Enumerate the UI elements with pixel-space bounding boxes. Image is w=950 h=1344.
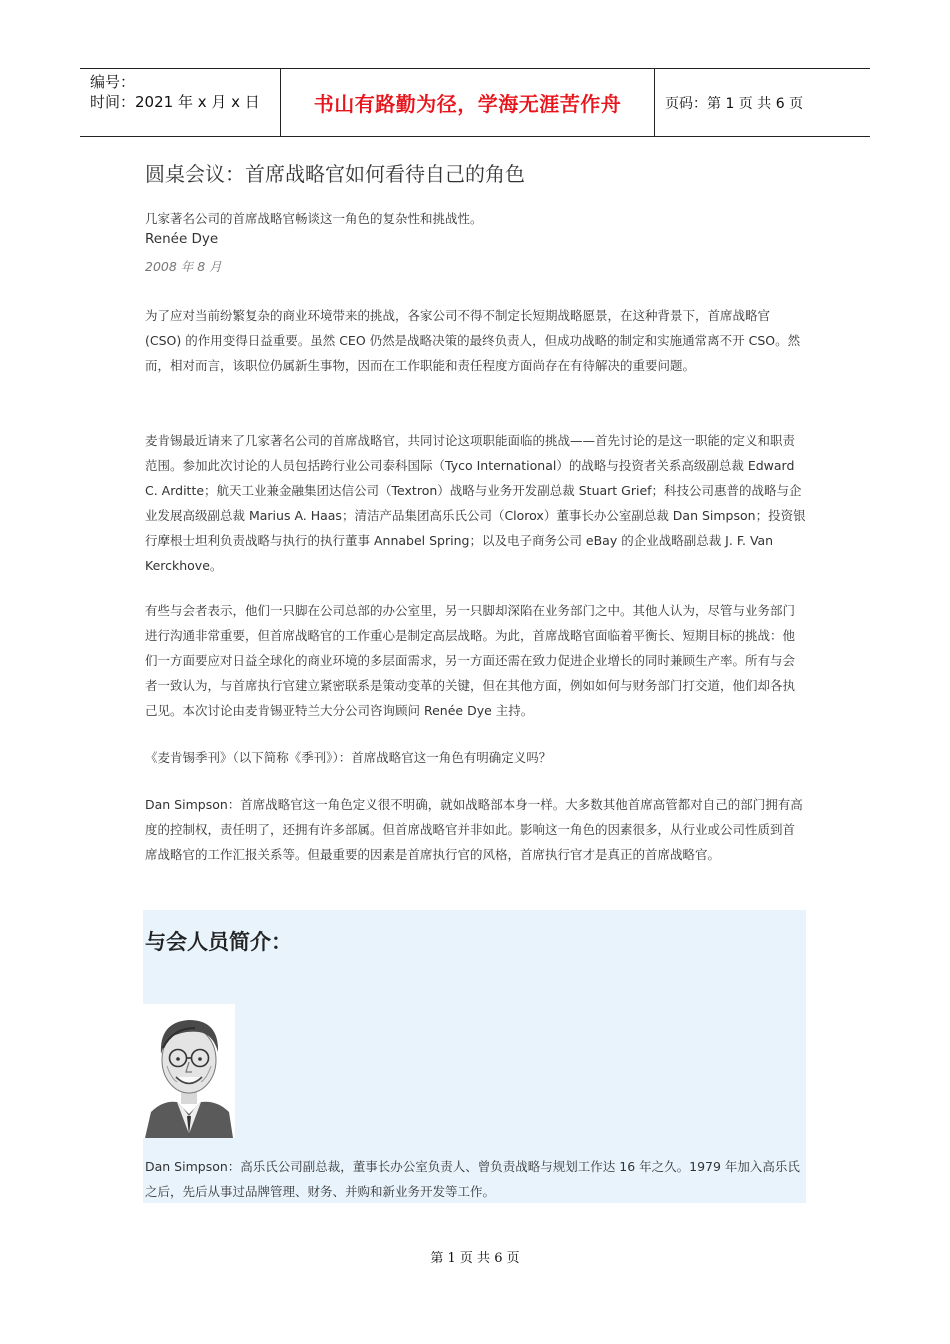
header-page-info: 页码：第 1 页 共 6 页 [665, 95, 804, 112]
paragraph-5: Dan Simpson：首席战略官这一角色定义很不明确，就如战略部本身一样。大多数其他首席高管都对自己的部门拥有高度的控制权，责任明了，还拥有许多部属。但首席战略官并非如此。影响这一角色的因素很多，从行业或公司性质到首席战略官的工作汇报关系等。但最重要的因素是首席执行官的风格，首席执行官才是真正的首席战略官。 [145, 797, 803, 862]
header-motto-cell [281, 69, 655, 136]
header-motto: 书山有路勤为径，学海无涯苦作舟 [313, 92, 622, 116]
header-meta [80, 69, 281, 136]
header-table [80, 68, 870, 137]
paragraph-2: 麦肯锡最近请来了几家著名公司的首席战略官，共同讨论这项职能面临的挑战——首先讨论的是这一职能的定义和职责范围。参加此次讨论的人员包括跨行业公司泰科国际（Tyco International）的战略与投资者关系高级副总裁 Edward C. Arditte；航天工业兼金融集团达信公司（Textron）战略与业务开发副总裁 Stuart Grief；科技公司惠普的战略与企业发展高级副总裁 Marius A. Haas；清洁产品集团高乐氏公司（Clorox）董事长办公室副总裁 Dan Simpson；投资银行摩根士坦利负责战略与执行的执行董事 Annabel Spring；以及电子商务公司 eBay 的企业战略副总裁 J. F. Van Kerckhove。 [145, 433, 806, 573]
page-footer: 第 1 页 共 6 页 [430, 1251, 520, 1266]
article-title: 圆桌会议：首席战略官如何看待自己的角色 [145, 162, 525, 186]
portrait-sketch [143, 1004, 235, 1138]
paragraph-3: 有些与会者表示，他们一只脚在公司总部的办公室里，另一只脚却深陷在业务部门之中。其他人认为，尽管与业务部门进行沟通非常重要，但首席战略官的工作重心是制定高层战略。为此，首席战略官面临着平衡长、短期目标的挑战：他们一方面要应对日益全球化的商业环境的多层面需求，另一方面还需在致力促进企业增长的同时兼顾生产率。所有与会者一致认为，与首席执行官建立紧密联系是策动变革的关键，但在其他方面，例如如何与财务部门打交道，他们却各执己见。本次讨论由麦肯锡亚特兰大分公司咨询顾问 Renée Dye 主持。 [145, 603, 796, 718]
bio-section-title: 与会人员简介： [145, 930, 292, 954]
article-lead: 几家著名公司的首席战略官畅谈这一角色的复杂性和挑战性。 [145, 211, 483, 226]
article-author: Renée Dye [145, 231, 219, 247]
paragraph-1: 为了应对当前纷繁复杂的商业环境带来的挑战，各家公司不得不制定长短期战略愿景，在这种背景下，首席战略官 (CSO) 的作用变得日益重要。虽然 CEO 仍然是战略决策的最终负责人，但成功战略的制定和实施通常离不开 CSO。然而，相对而言，该职位仍属新生事物，因而在工作职能和责任程度方面尚存在有待解决的重要问题。 [145, 308, 801, 373]
time-label: 时间：2021 年 x 月 x 日 [90, 93, 260, 111]
article-date: 2008 年 8 月 [145, 259, 222, 274]
number-label: 编号： [90, 73, 136, 91]
paragraph-4: 《麦肯锡季刊》（以下简称《季刊》）：首席战略官这一角色有明确定义吗？ [145, 750, 552, 765]
bio-text: Dan Simpson：高乐氏公司副总裁，董事长办公室负责人、曾负责战略与规划工作达 16 年之久。1979 年加入高乐氏之后，先后从事过品牌管理、财务、并购和新业务开发等工作。 [145, 1159, 800, 1199]
bio-section [143, 910, 806, 1203]
portrait-image [143, 1004, 235, 1138]
